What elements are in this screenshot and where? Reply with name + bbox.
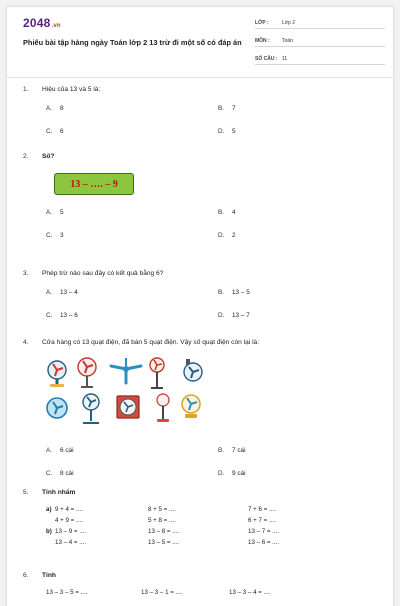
floor-fan-icon	[83, 394, 99, 423]
worksheet-page	[6, 6, 394, 606]
meta-question-count: SỐ CÂU : 11	[255, 53, 385, 65]
question-text: Tính nhẩm	[42, 489, 76, 496]
ceiling-fan-icon	[111, 358, 141, 383]
question-text: Cửa hàng có 13 quạt điện, đã bán 5 quạt điện. Vậy số quạt điện còn lại là:	[42, 339, 260, 346]
option-b[interactable]: B. 13 – 5	[218, 289, 250, 296]
desk-fan-icon	[48, 361, 66, 387]
electric-fans-illustration	[45, 356, 225, 426]
question-text: Số?	[42, 153, 55, 160]
box-fan-icon	[47, 398, 67, 418]
option-d[interactable]: D. 13 – 7	[218, 312, 250, 319]
option-c[interactable]: C. 8 cái	[46, 470, 74, 477]
site-logo[interactable]: 2048.vn	[23, 16, 61, 30]
header-divider	[7, 77, 393, 78]
answer-options	[46, 289, 383, 329]
stand-fan-icon	[78, 358, 96, 388]
worksheet-title: Phiếu bài tập hàng ngày Toán lớp 2 13 trừ đi một số có đáp án	[23, 38, 242, 47]
stand-fan-icon	[157, 394, 169, 422]
option-c[interactable]: C. 3	[46, 232, 64, 239]
option-d[interactable]: D. 9 cái	[218, 470, 246, 477]
desk-fan-icon	[182, 395, 200, 418]
answer-options	[46, 447, 383, 487]
box-fan-icon	[117, 396, 139, 418]
answer-options	[46, 105, 383, 145]
number-box: 13 – …. – 9	[54, 173, 134, 195]
option-c[interactable]: C. 13 – 6	[46, 312, 78, 319]
option-a[interactable]: A. 5	[46, 209, 64, 216]
question-3: 3. Phép trừ nào sau đây có kết quả bằng 6? A. 13 – 4 B. 13 – 5 C. 13 – 6 D. 13 – 7	[23, 269, 383, 329]
option-a[interactable]: A. 13 – 4	[46, 289, 78, 296]
worksheet-header	[7, 7, 393, 69]
worksheet-meta	[255, 17, 385, 71]
option-b[interactable]: B. 7 cái	[218, 447, 246, 454]
option-a[interactable]: A. 8	[46, 105, 64, 112]
mental-math-grid: a) 9 + 4 = .... 8 + 5 = .... 7 + 6 = .... 4 + 9 = .... 5 + 8 = .... 6 + 7 = .... b) 13 – 9 = .... 13 – 8 = .... 13 – 7 = .... 13 – 4 = .... 13 – 5 = .... 13 – 6 = ....	[46, 506, 280, 546]
meta-subject: MÔN : Toán	[255, 35, 385, 47]
option-a[interactable]: A. 6 cái	[46, 447, 74, 454]
option-c[interactable]: C. 6	[46, 128, 64, 135]
answer-options	[46, 209, 383, 249]
question-2: 2. Số? 13 – …. – 9 A. 5 B. 4 C. 3 D. 2	[23, 152, 383, 249]
option-d[interactable]: D. 5	[218, 128, 236, 135]
question-5: 5. Tính nhẩm a) 9 + 4 = .... 8 + 5 = .... 7 + 6 = .... 4 + 9 = .... 5 + 8 = .... 6 + 7 = .... b) 13 – 9 = .... 13 – 8 = .... 13 – 7 = .... 13 – 4 = .... 13 – 5 = .... 13 – 6 = ....	[23, 488, 383, 556]
option-b[interactable]: B. 4	[218, 209, 236, 216]
meta-class: LỚP : Lớp 2	[255, 17, 385, 29]
stand-fan-icon	[150, 358, 164, 389]
question-6: 6. Tính 13 – 3 – 5 = .... 13 – 3 – 1 = .... 13 – 3 – 4 = ....	[23, 571, 383, 599]
question-1: 1. Hiệu của 13 và 5 là: A. 8 B. 7 C. 6 D. 5	[23, 85, 383, 145]
question-text: Hiệu của 13 và 5 là:	[42, 86, 101, 93]
option-b[interactable]: B. 7	[218, 105, 236, 112]
question-text: Phép trừ nào sau đây có kết quả bằng 6?	[42, 270, 164, 277]
wall-fan-icon	[184, 359, 202, 381]
question-text: Tính	[42, 572, 56, 579]
question-4: 4. Cửa hàng có 13 quạt điện, đã bán 5 quạt điện. Vậy số quạt điện còn lại là: A. 6 cái B. 7 cái C. 8 cái D. 9 cái	[23, 338, 383, 487]
calculation-row: 13 – 3 – 5 = .... 13 – 3 – 1 = .... 13 – 3 – 4 = ....	[46, 589, 271, 596]
option-d[interactable]: D. 2	[218, 232, 236, 239]
